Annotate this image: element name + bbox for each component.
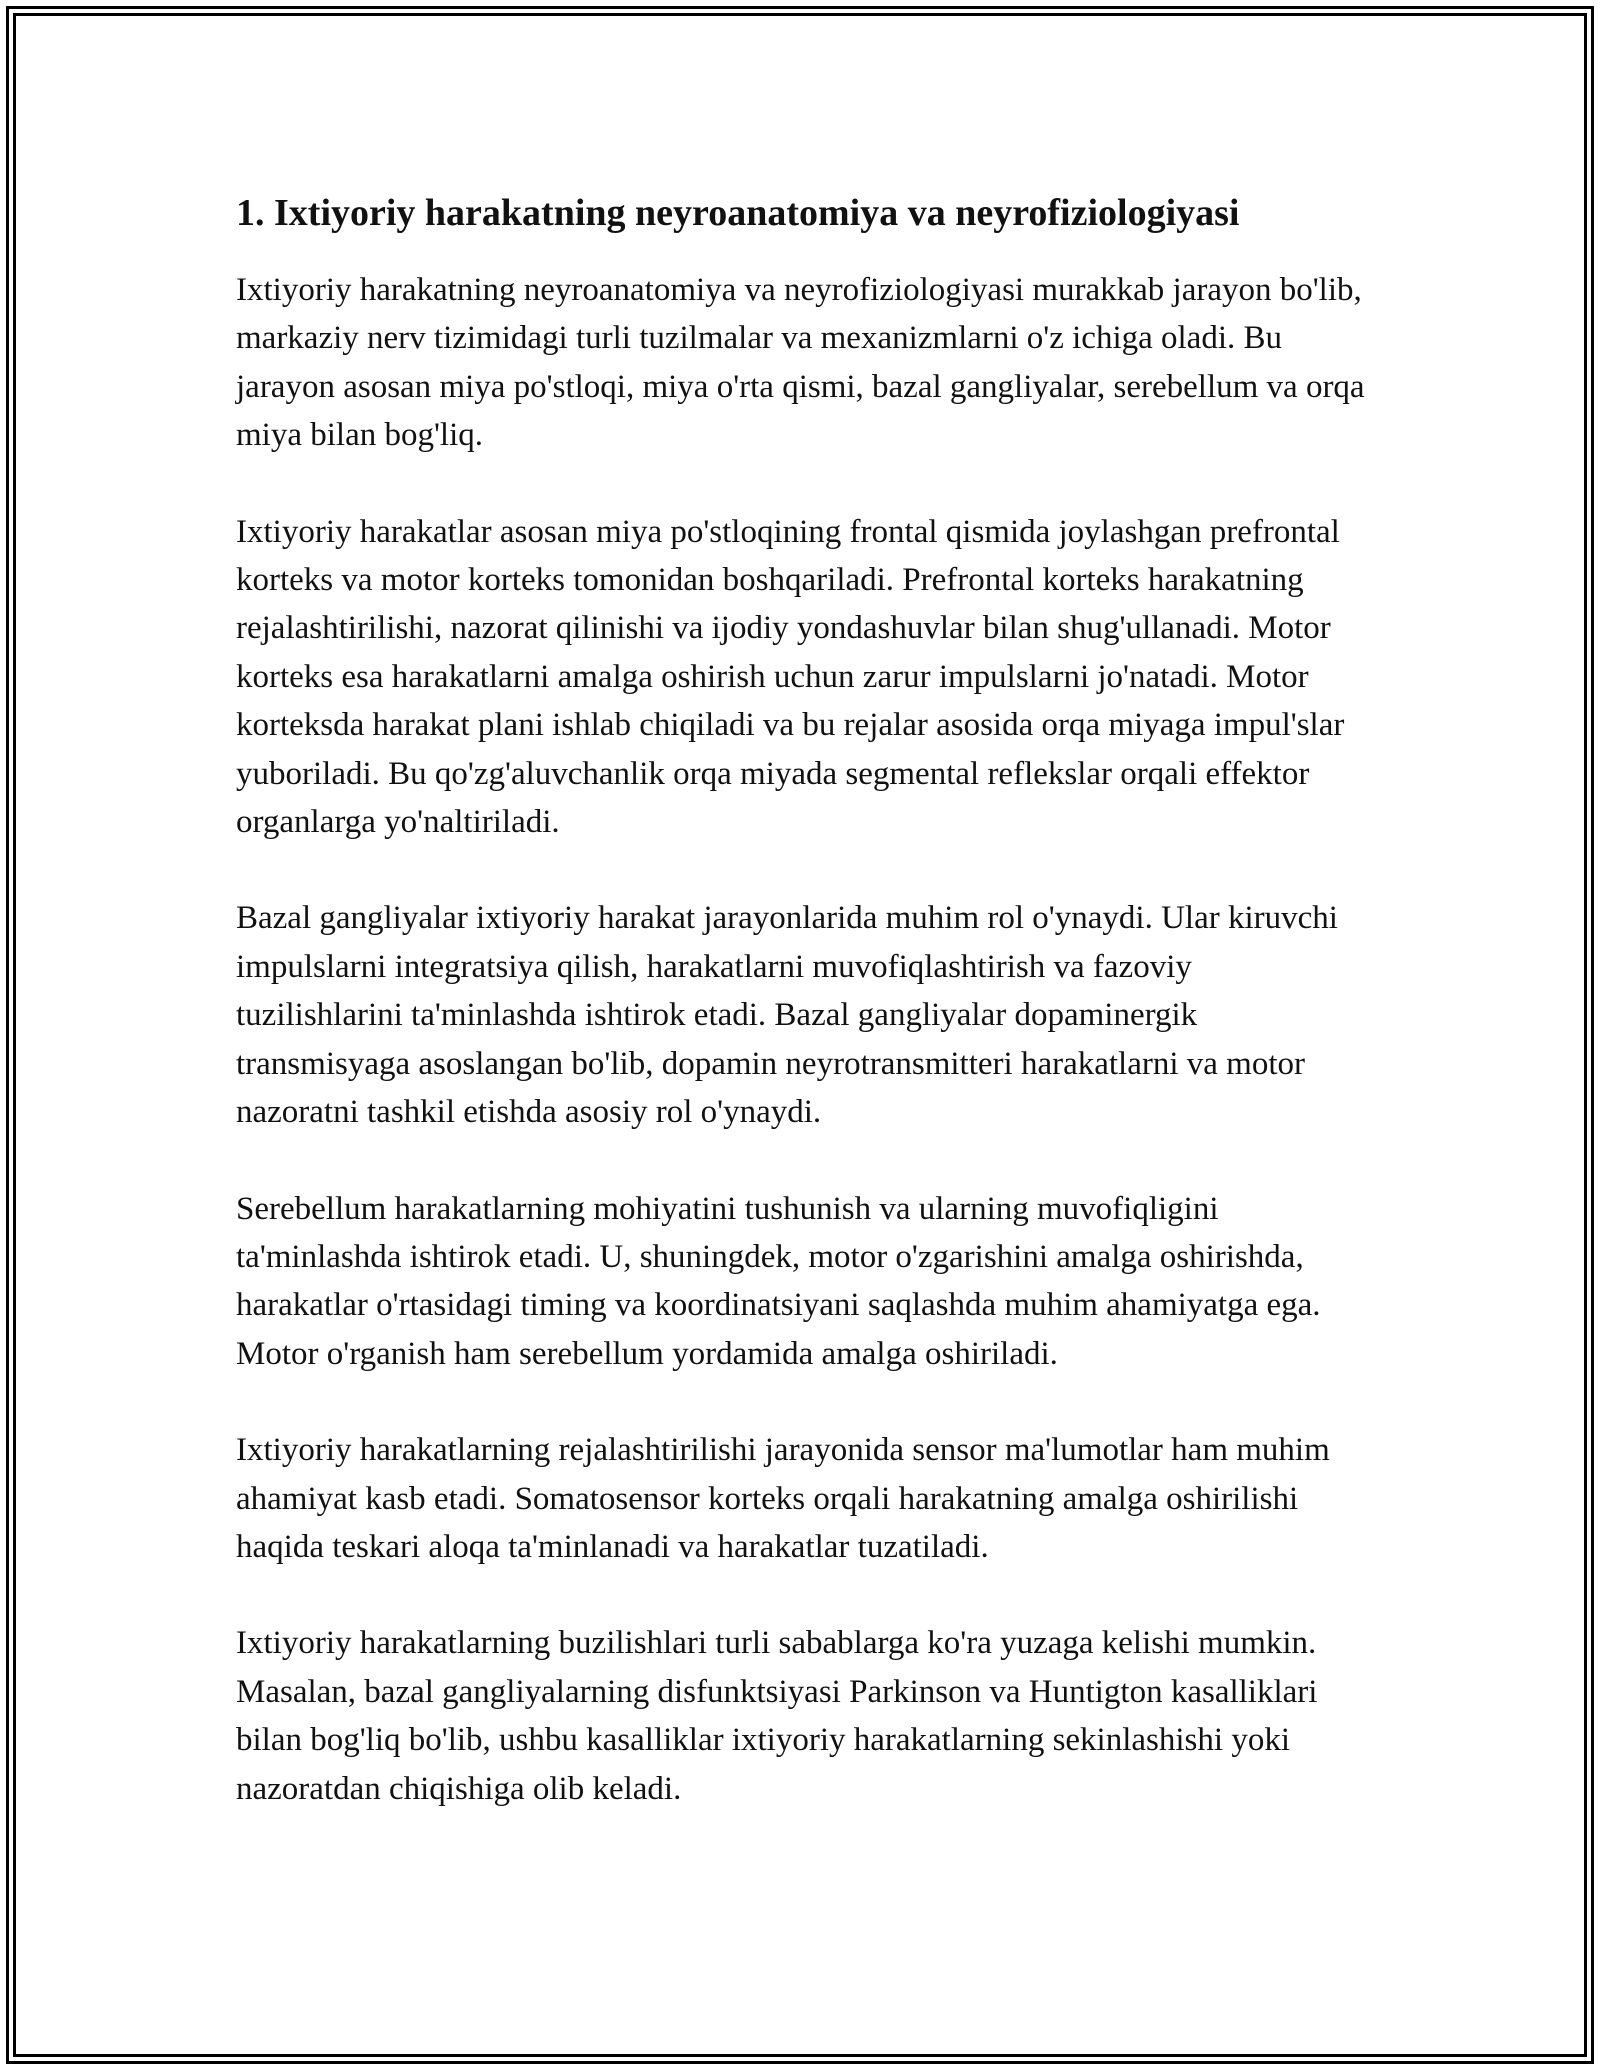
- document-body: [236, 180, 1366, 1861]
- paragraph-basal-ganglia: Bazal gangliyalar ixtiyoriy harakat jarayonlarida muhim rol o'ynaydi. Ular kiruvchi impulslarni integratsiya qilish, harakatlarni muvofiqlashtirish va fazoviy tuzilishlarini ta'minlashda ishtirok etadi. Bazal gangliyalar dopaminergik transmisyaga asoslangan bo'lib, dopamin neyrotransmitteri harakatlarni va motor nazoratni tashkil etishda asosiy rol o'ynaydi.: [236, 900, 1338, 1131]
- paragraph-cortex: Ixtiyoriy harakatlar asosan miya po'stloqining frontal qismida joylashgan prefrontal korteks va motor korteks tomonidan boshqariladi. Prefrontal korteks harakatning rejalashtirilishi, nazorat qilinishi va ijodiy yondashuvlar bilan shug'ullanadi. Motor korteks esa harakatlarni amalga oshirish uchun zarur impulslarni jo'natadi. Motor korteksda harakat plani ishlab chiqiladi va bu rejalar asosida orqa miyaga impul'slar yuboriladi. Bu qo'zg'aluvchanlik orqa miyada segmental reflekslar orqali effektor organlarga yo'naltiriladi.: [236, 513, 1345, 841]
- paragraph-sensory: Ixtiyoriy harakatlarning rejalashtirilishi jarayonida sensor ma'lumotlar ham muhim ahamiyat kasb etadi. Somatosensor korteks orqali harakatning amalga oshirilishi haqida teskari aloqa ta'minlanadi va harakatlar tuzatiladi.: [236, 1432, 1330, 1565]
- paragraph-cerebellum: Serebellum harakatlarning mohiyatini tushunish va ularning muvofiqligini ta'minlashda ishtirok etadi. U, shuningdek, motor o'zgarishini amalga oshirishda, harakatlar o'rtasidagi timing va koordinatsiyani saqlashda muhim ahamiyatga ega. Motor o'rganish ham serebellum yordamida amalga oshiriladi.: [236, 1190, 1321, 1372]
- paragraph-intro: Ixtiyoriy harakatning neyroanatomiya va neyrofiziologiyasi murakkab jarayon bo'lib, markaziy nerv tizimidagi turli tuzilmalar va mexanizmlarni o'z ichiga oladi. Bu jarayon asosan miya po'stloqi, miya o'rta qismi, bazal gangliyalar, serebellum va orqa miya bilan bog'liq.: [236, 272, 1365, 454]
- paragraph-disorders: Ixtiyoriy harakatlarning buzilishlari turli sabablarga ko'ra yuzaga kelishi mumkin. Masalan, bazal gangliyalarning disfunktsiyasi Parkinson va Huntigton kasalliklari bilan bog'liq bo'lib, ushbu kasalliklar ixtiyoriy harakatlarning sekinlashishi yoki nazoratdan chiqishiga olib keladi.: [236, 1625, 1318, 1807]
- section-heading: 1. Ixtiyoriy harakatning neyroanatomiya va neyrofiziologiyasi: [236, 192, 1240, 234]
